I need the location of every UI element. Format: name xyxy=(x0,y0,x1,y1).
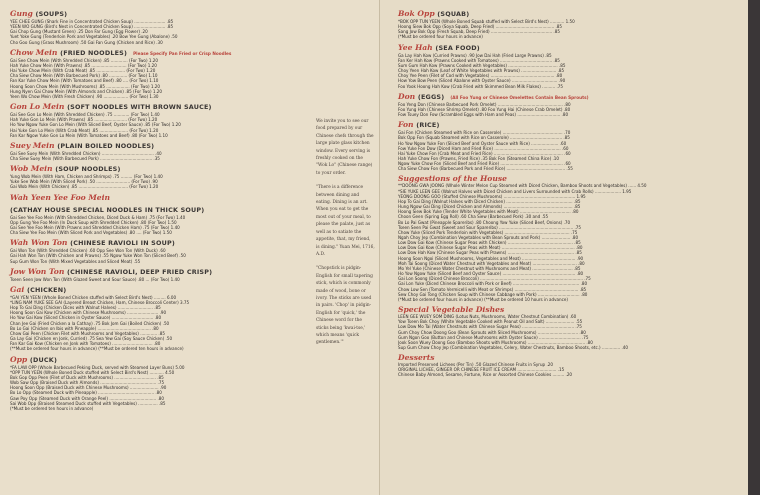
menu-item: Hung Ngow Gai Ding (Diced Chicken and Almonds) ..................................................... .85 xyxy=(398,204,581,210)
menu-item: Ngow Yuke Chow Fon (Sliced Beef and Fried Rice) ................................................ .60 xyxy=(398,161,571,167)
menu-item: Gai See Gon Lo Mein (With Shredded Chicken) .75 ............ (For Two) 1.40 xyxy=(10,112,160,118)
menu-item: ORIGINAL LICHEE, GINGER OR CHINESE FRUIT ICE CREAM .............................. .15 xyxy=(398,367,565,373)
page-edge xyxy=(748,0,760,495)
menu-item: Tseen Seen Pai Gwat (Sweet and Sour Spareribs) ......................................................... .75 xyxy=(398,224,582,230)
section-heading xyxy=(10,193,292,202)
menu-item: Tseen Seen Jow Won Ton (With Glazed Sweet and Sour Sauce) .80 ... (For Two) 1.40 xyxy=(10,276,180,282)
menu-item: Yuet Yoke Gung (Tenderloin Pork and Vegetables) .20 Bow Yee Gung (Abalone) .50 xyxy=(10,34,178,40)
menu-section xyxy=(398,92,742,117)
menu-item: *BOK OPP TUN YEEN (Whole Boned Squab stuffed with Select Bird's Nest) ........... 1.50 xyxy=(398,19,575,24)
menu-item: Fan Kar Ngow Yuke Gon Lo Mein (With Tomatoes and Beef) .80 (For Two) 1.10 xyxy=(10,132,168,138)
section-subtitle: (EGGS) xyxy=(417,92,445,101)
menu-section xyxy=(10,205,292,236)
section-subtitle: (RICE) xyxy=(416,121,440,130)
menu-item: Hoong Siew Bok Opp (Soya Squab, Deep Fried) ............................................. .85 xyxy=(398,24,562,30)
menu-item: Gum Choy Chow Doong Goo (Bean Sprouts with Sliced Mushrooms) ............................... .80 xyxy=(398,329,586,335)
menu-item: Gaw Poy Opp (Steamed Duck with Orange Peel) .................................... .80 xyxy=(10,395,164,401)
menu-item: Ho Yow Ngow Yuke (Sliced Beef and Oyster Sauce) ........................................................ .80 xyxy=(398,271,584,277)
section-note: (All Foo Yung or Chinese Omelettes Contain Bean Sprouts) xyxy=(450,94,589,100)
menu-item: Sum Gum Hah Kow (Prawns Cooked with Vegetables) ...................................... .85 xyxy=(398,62,566,68)
section-title: Gung xyxy=(10,9,33,18)
menu-item: Ho Yow Ngow Yuke Fon (Sliced Beef and Oyster Sauce with Rice) ..................... .60 xyxy=(398,140,567,146)
menu-item: Hai Yuke Chow Mein (With Crab Meat) .85 ...................... (For Two) 1.20 xyxy=(10,68,156,74)
menu-item: Gai Won Ton (With Shredded Chicken) .60 Opp See Won Ton (With Duck) .60 xyxy=(10,248,166,254)
menu-item: Yeen Wo Chow Mein (With Fresh Chicken) .90 ................... (For Two) 1.30 xyxy=(10,93,159,99)
section-heading xyxy=(10,238,292,248)
menu-section xyxy=(10,238,292,263)
menu-item: Cha Siew Chow Fon (Barbecued Pork and Fried Rice) ............................................. .55 xyxy=(398,166,573,172)
menu-item: (*Must be ordered four hours in advance) (**Must be ordered 10 hours in advance) xyxy=(398,296,569,302)
menu-section xyxy=(398,174,742,302)
section-heading xyxy=(398,174,742,183)
menu-section xyxy=(10,164,292,189)
menu-item: Hai Yuke Gon Lo Mein (With Crab Meat) .85 ...................... (For Two) 1.20 xyxy=(10,127,159,133)
section-heading xyxy=(398,43,742,53)
menu-item: Foo Yeng Don (Chinese Barbecued Pork Omelet) .................................................. .80 xyxy=(398,101,571,107)
menu-item: Hah Yuke Chow Mein (With Prawns) .85 ........................... (For Two) 1.20 xyxy=(10,62,157,68)
menu-item: Opp Gung Yee Foo Mein (In Duck Soup with Shredded Chicken) .80 (For Two) 1.50 xyxy=(10,219,177,225)
menu-item: Chow Gai Peen (Chicken Filet with Mushrooms and Vegetables) ............. .85 xyxy=(10,330,165,336)
menu-section xyxy=(10,9,292,45)
menu-item: (*Must be ordered four hours in advance) xyxy=(398,34,483,40)
menu-item: Hoong Siew Bok Yuke (Tender White Vegetables with Meat) ....................................... .80 xyxy=(398,209,579,215)
menu-item: Gai Wob Mein (With Chicken) .85 ...................................... (For Two) 1.20 xyxy=(10,184,159,190)
section-title: Wob Mein xyxy=(10,164,53,174)
menu-item: Sup Gum Chow Choy Jep (Combination Vegetables, Celery, Water Chestnuts, Bamboo Shoots, etc.) .............. .40 xyxy=(398,344,628,350)
menu-item: Gai Fon (Chicken Steamed with Rice on Casserole) .............................................. .70 xyxy=(398,130,571,136)
menu-item: Gai Lon Yuke (Diced Chinese Broccoli with Pork or Beef) ................................................... .80 xyxy=(398,281,588,287)
menu-item: Hung Nyen Gai Chow Mein (With Almonds and Chicken) .85 (For Two) 1.20 xyxy=(10,88,163,94)
section-heading xyxy=(10,48,292,58)
menu-item: Low Dow Hah Kow (Chinese Sugar Peas with Prawns) ................................................... .85 xyxy=(398,250,582,256)
section-heading xyxy=(398,9,742,19)
section-title: Gon Lo Mein xyxy=(10,102,65,112)
menu-item: Gai See Yee Foo Mein (With Shredded Chicken, Diced Duck & Ham) .75 (For Two) 1.40 xyxy=(10,214,186,220)
menu-item: Gum Ngon Goo (Button and Chinese Mushrooms with Oyster Sauce) ................................ .75 xyxy=(398,334,589,340)
menu-item: Ngah Choy Jep (Combination Vegetables with Bean Sprouts and Pork) ...................... .80 xyxy=(398,235,579,240)
menu-section xyxy=(10,267,292,282)
info-paragraph: We invite you to see our food prepared by our Chinese chefs through the large plate glass kitchen window. Every serving is freshly cooked on the "Wok Lo" (Chinese range) to your order. xyxy=(316,119,374,176)
menu-item: Cho Goo Gung (Grass Mushroom) .50 Gai Fan Gung (Chicken and Rice) .30 xyxy=(10,39,163,45)
section-heading xyxy=(10,164,292,174)
menu-item: *OPP TUN YEEN (Whole Boned Duck stuffed with Select Bird's Nest) ........... 4.50 xyxy=(10,369,175,375)
section-title: Suey Mein xyxy=(10,140,55,150)
menu-item: Bo Lo Pai Gwat (Pineapple Spareribs) .80 Choong Yow Yuke (Sliced Beef, Onions) .70 xyxy=(398,219,571,225)
menu-item: *SIE YUKE LEEN GEE (Walnut Halves with Diced Chicken and Livers Surrounded with Crab Rolls) .................... 1.95 xyxy=(398,188,632,194)
menu-section xyxy=(10,48,292,99)
menu-item: Bo Lo Gai (Chicken on Ibis with Pineapple) ......................................... .80 xyxy=(10,325,159,331)
menu-item: Sew Choy Gai Tong (Chicken Soup with Chinese Cabbage with Pork) ................................ .80 xyxy=(398,291,588,297)
section-heading xyxy=(10,285,292,295)
section-heading xyxy=(10,9,292,19)
menu-item: Hop To Gai Ding (Walnut Halves with Diced Chicken) ................................................... .85 xyxy=(398,198,581,204)
menu-item: Fan Ker Hah Kow (Prawns Cooked with Tomatoes) ........................................ .85 xyxy=(398,57,560,63)
menu-item: *LING NAM YUKE SEE GAI (Layered Breast Chicken, Ham, Chinese Broccoli Center) 3.75 xyxy=(10,300,190,305)
menu-item: Moh Tai Soong (Diced Water Chestnut with Vegetables and Meat) .................................. .80 xyxy=(398,260,585,266)
menu-item: Chinese Baby Almond, Sesame, Fortune, Rice or Assorted Chinese Cookies ......... .20 xyxy=(398,372,573,378)
menu-item: Foo Yook Hoong Hah Kow (Crab Fried with Skimmed Bean Milk Flakes) .......... .75 xyxy=(398,83,563,89)
section-heading xyxy=(398,305,742,314)
menu-item: Hah Yuke Gon Lo Mein (With Prawns) .85 ......................... (For Two) 1.20 xyxy=(10,117,158,123)
section-subtitle: (CHINESE RAVIOLI, DEEP FRIED CRISP) xyxy=(67,267,213,276)
menu-item: Ho Yow Gai Kow (Sliced Chicken in Oyster Sauce) ................................ .80 xyxy=(10,315,162,321)
menu-item: Gai Lon Soong (Diced Chinese Broccoli) ............................................................................... .75 xyxy=(398,276,591,282)
menu-item: Wob Saw Opp (Braised Duck with Almonds) ........................................... .75 xyxy=(10,380,165,386)
menu-section xyxy=(10,141,292,161)
menu-section xyxy=(10,285,292,352)
section-heading xyxy=(398,353,742,362)
section-title: Fon xyxy=(398,120,414,130)
section-subtitle: (CATHAY HOUSE SPECIAL NOODLES IN THICK SOUP) xyxy=(10,205,205,214)
menu-section xyxy=(398,43,742,89)
menu-item: Gai See Yee Foo Mein (With Prawns and Shredded Chicken Ham) .75 (For Two) 1.40 xyxy=(10,224,180,230)
section-heading xyxy=(10,267,292,277)
menu-item: Hoong Soon Ngoi (Sliced Mushrooms, Vegetables and Meat) ......................................... .90 xyxy=(398,255,584,261)
section-title: Wah Yeen Yee Foo Mein xyxy=(10,192,110,202)
section-heading xyxy=(10,205,292,215)
menu-item: (*Must be ordered ten hours in advance) xyxy=(10,405,94,411)
section-subtitle: (SQUAB) xyxy=(437,10,470,18)
menu-item: Fow Tsuey Don Fow (Scrambled Eggs with Ham and Peas) ................................. .80 xyxy=(398,112,569,118)
menu-section xyxy=(10,193,292,202)
section-subtitle: (FRIED NOODLES) xyxy=(60,48,128,57)
menu-item: Imported Preserved Lichees (Per Tin) .50 Glazed Chinese Fruits in Syrup .20 xyxy=(398,362,553,368)
menu-item: Fow Yuke Fon Dow (Diced Ham and Fried Rice) ................................................... .60 xyxy=(398,145,569,151)
section-subtitle: (CHICKEN) xyxy=(26,285,67,294)
section-subtitle: (SOUP NOODLES) xyxy=(55,165,121,174)
menu-item: Yuke See Wob Mein (With Sliced Pork) .50 .......................... (For Two) .90 xyxy=(10,179,158,185)
menu-section xyxy=(398,305,742,350)
section-title: Special Vegetable Dishes xyxy=(398,305,505,315)
section-title: Chow Mein xyxy=(10,47,58,57)
menu-item: **DOONG GWA JOONG (Whole Winter Melon Cup Steamed with Diced Chicken, Bamboo Shoots and Vegetables) ...... 4.50 xyxy=(398,183,647,189)
section-title: Wah Won Ton xyxy=(10,238,68,248)
menu-item: Sup Gum Won Ton (With Mixed Vegetables and Sliced Meat) .55 xyxy=(10,258,141,264)
section-heading xyxy=(398,120,742,130)
section-title: Suggestions of the House xyxy=(398,174,507,184)
section-subtitle: (CHINESE RAVIOLI IN SOUP) xyxy=(70,239,176,248)
menu-item: Cha Siew Chow Mein (With Barbecued Pork) .80 .............. (For Two) 1.10 xyxy=(10,73,158,79)
menu-item: Yung Wob Mein (With Ham, Chicken and Shrimps) .75 ......... (For Two) 1.40 xyxy=(10,174,163,180)
info-paragraph: "There is a difference between dining and eating. Dining is an art. When you eat to get the most out of your meal, to please the palate, just as well as to satiate the appetite, that, my friend, is dining." Yuan Mei, 1716, A.D. xyxy=(316,185,375,257)
menu-item: Gai See Chow Mein (With Shredded Chicken) .85 ............. (For Two) 1.20 xyxy=(10,57,158,63)
menu-item: Low Dow Gai Kow (Chinese Sugar Peas with Chicken) .................................................. .85 xyxy=(398,240,581,246)
menu-section xyxy=(10,102,292,138)
menu-item: Bok Gop Opp Peen (Filet of Duck with Mushrooms) ................................ .85 xyxy=(10,374,164,380)
left-menu-column xyxy=(0,0,300,495)
menu-item: Yow Tseen Bok Choy (White Vegetable Cooked with Peanut Oil and Salt) ...................... .55 xyxy=(398,319,583,325)
menu-item: Hai Yuke Chow Fon (Crab Meat and Fried Rice) ..................................................... .60 xyxy=(398,150,571,156)
section-subtitle: (SOFT NOODLES WITH BROWN SAUCE) xyxy=(67,103,212,112)
right-menu-column xyxy=(380,0,748,495)
menu-item: YEEN WO GUNG (Bird's Nest in Concentrated Chicken Soup) ........................ .85 xyxy=(10,24,174,30)
menu-item: *GAI YEN YEEN (Whole Boned Chicken stuffed with Select Bird's Nest) ......... 6.00 xyxy=(10,294,177,300)
menu-section xyxy=(398,353,742,377)
menu-item: Fan Kar Yuke Chow Mein (With Tomatoes and Beef) .80 .... (For Two) 1.10 xyxy=(10,78,159,84)
menu-item: How Yow Bow Peen (Sliced Abalone with Oyster Sauce) ................................... .90 xyxy=(398,78,566,84)
menu-section xyxy=(398,9,742,40)
section-subtitle: (DUCK) xyxy=(29,355,58,364)
menu-item: Hoong Soon Opp (Braised Duck with Chinese Mushrooms) ...................... .90 xyxy=(10,385,167,391)
menu-section xyxy=(10,355,292,411)
menu-item: Choy Yee Peen (Filet of Cod with Vegetables) ................................................. .80 xyxy=(398,73,563,79)
menu-item: Chow Low Sen (Tomato Vermicelli with Meat or Shrimps) ................................................. .85 xyxy=(398,286,587,292)
section-title: Jow Won Ton xyxy=(10,266,65,276)
menu-item: LEEN GEE WUEY SOM DING (Lotus Nuts, Mushrooms, Water Chestnut Combination) .60 xyxy=(398,314,577,320)
menu-item: Choy Yeen Hah Kow (Leaf of White Vegetables with Prawns) ........................... .85 xyxy=(398,68,565,74)
section-title: Bok Opp xyxy=(398,9,435,18)
menu-item: Low Dow Gai Kow (Chinese Sugar Peas with Meat) ........................................................ .80 xyxy=(398,245,583,251)
menu-item: Jook Soon Wuey Doong Goo (Bamboo Shoots with Mushrooms) ............................................ .80 xyxy=(398,339,593,345)
menu-section xyxy=(398,120,742,171)
menu-item: Fan Kar Gai Kow (Chicken en Jonk with Tomatoes) ............................... .80 xyxy=(10,341,161,347)
menu-item: *FA LAW OPP (Whole Barbecued Peking Duck, served with Steamed Layer Buns) 5.00 xyxy=(10,364,185,370)
menu-item: Chow Yuke (Sliced Pork Tenderloin with Vegetables) .................................................. .75 xyxy=(398,229,578,235)
menu-item: Bo Lo Opp (Steamed Duck with Pineapple) ........................................... .80 xyxy=(10,390,162,396)
menu-item: Cha Siew Yee Foo Mein (With Sliced Pork and Vegetables) .80 .... (For Two) 1.50 xyxy=(10,230,172,236)
menu-item: Gai Chop Gung (Mustard Green) .25 Don Far Gung (Egg Flower) .20 xyxy=(10,29,148,35)
menu-item: Mo Yel Yuke (Chinese Water Chestnut with Mushrooms and Meat) ............................... .85 xyxy=(398,265,581,271)
menu-item: Ga Lay Gai (Chicken en Jonk, Curried) .75 Sea Yew Gai (Soy Sauce Chicken) .50 xyxy=(10,336,173,342)
menu-item: (**Must be ordered four hours in advance) (**Must be ordered ten hours in advance) xyxy=(10,346,184,352)
menu-item: Cha Siew Suey Mein (With Barbecued Pork) ........................................ .35 xyxy=(10,155,160,161)
menu-item: Sang Jow Bok Opp (Fresh Squab, Deep Fried) ............................................... .85 xyxy=(398,29,560,35)
section-subtitle: (SEA FOOD) xyxy=(435,43,480,52)
menu-item: YEE CHEE GUNG (Shark Fine in Concentrated Chicken Soup) ........................ .85 xyxy=(10,19,174,24)
section-heading xyxy=(398,92,742,102)
section-subtitle: (PLAIN BOILED NOODLES) xyxy=(57,141,155,150)
menu-item: Hoong Soon Gai Kow (Chicken with Chinese Mushrooms) ........................ .90 xyxy=(10,310,167,316)
menu-item: Hop To Gai Ding (Chicken Dices with Walnut Halves) ........................... .85 xyxy=(10,305,161,311)
section-subtitle: (SOUPS) xyxy=(35,10,68,18)
menu-item: Sai Wob Opp (Braised Steamed Duck stuffed with Vegetables) ............... .85 xyxy=(10,400,166,406)
menu-item: Gai See Suey Mein (With Shredded Chicken) ........................................ .40 xyxy=(10,150,162,156)
menu-item: Low Dow Mo Tai (Water Chestnuts with Chinese Sugar Peas) ........................................ .75 xyxy=(398,324,582,330)
info-paragraph: "Chopstick is pidgin-English for small tapering stick, which is commonly made of wood, bone or ivory. The sticks are used in pairs. 'Chop' in pidgin-English for 'quick,' the Chinese word for the sticks being 'kwai-tse,' which means 'quick gentlemen.'" xyxy=(316,266,373,346)
section-title: Gai xyxy=(10,284,25,294)
menu-item: Hoong Soon Chow Mein (With Mushrooms) .85 .................. (For Two) 1.20 xyxy=(10,83,160,89)
menu-item: Gai Hah Won Ton (With Chicken and Prawns) .55 Ngow Yuke Won Ton (Sliced Beef) .50 xyxy=(10,253,186,259)
menu-item: Bok Opp Fon (Squab Steamed with Rice on Casserole) ........................................ .85 xyxy=(398,135,570,141)
section-heading xyxy=(10,102,292,112)
menu-item: Foo Yung Hah (Chinese Shrimp Omelet) .80 Foo Yung Hai (Chinese Crab Omelet) .80 xyxy=(398,106,571,112)
section-title: Desserts xyxy=(398,353,435,363)
section-note: Please Specify Pan Fried or Crisp Noodles xyxy=(133,50,232,56)
menu-item: Choon Geen (Spring Egg Roll) .60 Cha Siew (Barbecued Pork) .30 and .55 xyxy=(398,214,549,220)
menu-item: Hah Yuke Chow Fon (Prawns, Fried Rice) .35 Bok Fon (Steamed China Rice) .10 xyxy=(398,155,559,161)
menu-item: Ho Yow Ngow Yuke Gon Lo Mein (With Sliced Beef, Oyster Sauce) .85 (For Two) 1.20 xyxy=(10,122,181,128)
menu-item: Ga Lay Hah Kow (Curried Prawns) .90 Jow Dai Hah (Fried Large Prawns) .85 xyxy=(398,52,552,58)
section-title: Opp xyxy=(10,354,28,364)
section-title: Yee Hah xyxy=(398,42,433,52)
menu-item: YEONG DOONG GOO (Stuffed Chinese Mushrooms) ....................................................... 1.95 xyxy=(398,193,586,199)
section-heading xyxy=(10,355,292,365)
section-heading xyxy=(10,141,292,151)
section-title: Don xyxy=(398,91,416,101)
menu-item: Chan Jee Gai (Fried Chicken a la Cathay) .75 Bok Jom Gai (Boiled Chicken) .50 xyxy=(10,320,170,326)
middle-text-column xyxy=(300,0,380,495)
